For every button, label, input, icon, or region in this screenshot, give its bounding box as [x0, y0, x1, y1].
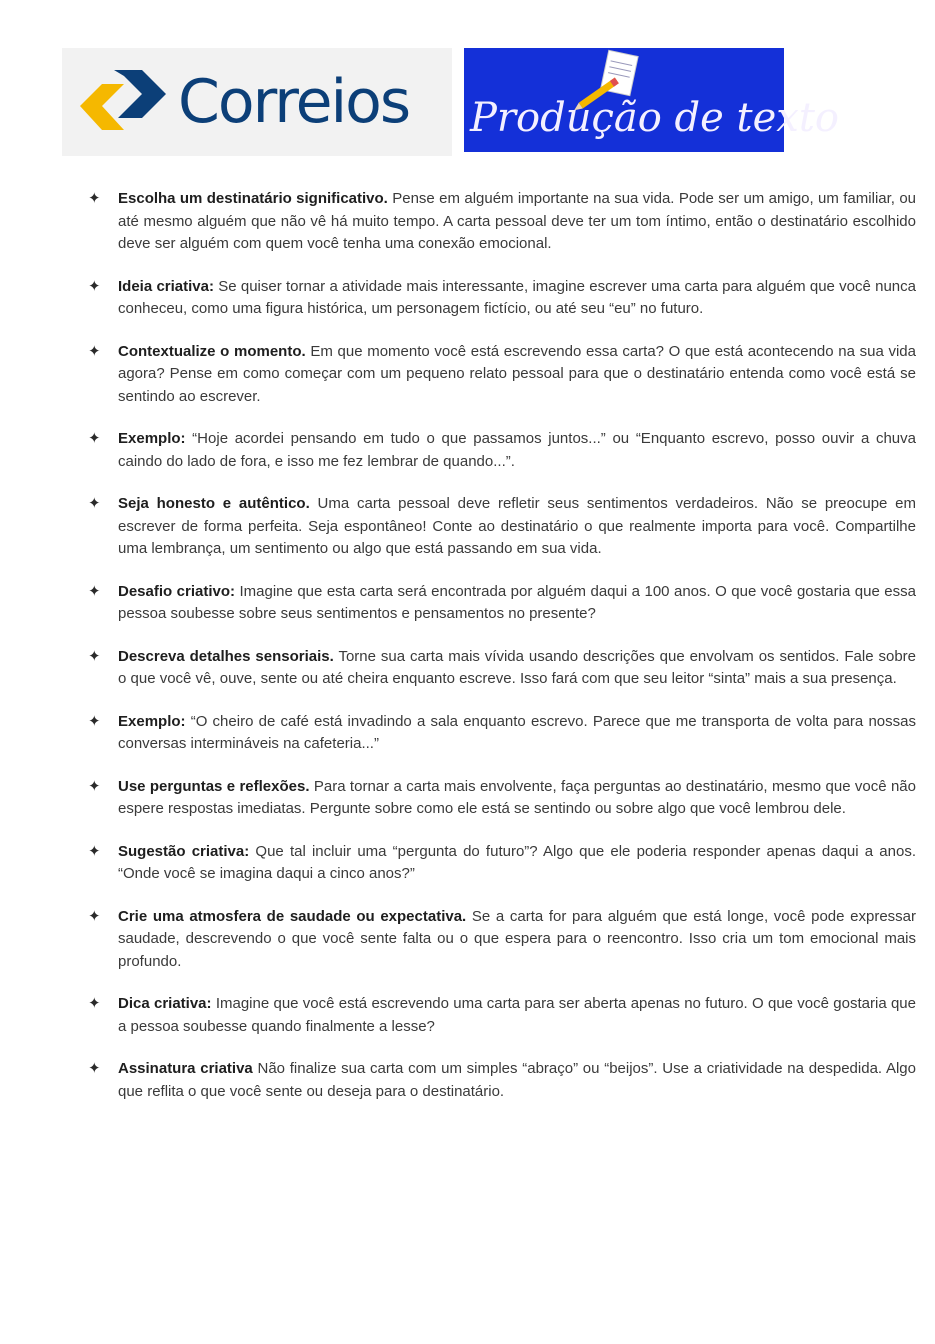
list-item-body: Para tornar a carta mais envolvente, faça perguntas ao destinatário, mesmo que você não espere respostas imediatas. Pergunte sobre como ele está se sentindo ou sobre algo que você lembrou dele.	[118, 777, 916, 817]
list-item-text	[118, 906, 916, 974]
list-item-title: Exemplo:	[118, 430, 186, 447]
list-item-text	[118, 646, 916, 691]
list-item	[86, 841, 916, 886]
list-item-body: Pense em alguém importante na sua vida. Pode ser um amigo, um familiar, ou até mesmo alguém que não vê há muito tempo. A carta pessoal deve ter um tom íntimo, então o destinatário escolhido deve ser alguém com quem você tenha uma conexão emocional.	[118, 190, 917, 252]
producao-de-texto-logo	[464, 48, 839, 152]
list-item	[86, 1058, 916, 1103]
list-item-body: Uma carta pessoal deve refletir seus sentimentos verdadeiros. Não se preocupe em escrever de forma perfeita. Seja espontâneo! Conte ao destinatário o que realmente importa para você. Compartilhe uma lembrança, um sentimento ou algo que está passando em sua vida.	[118, 495, 917, 557]
list-item-body: Se a carta for para alguém que está longe, você pode expressar saudade, descrevendo o que você sente falta ou o que espera para o reencontro. Isso cria um tom emocional mais profundo.	[118, 907, 916, 970]
correios-wordmark: Correios	[178, 67, 410, 137]
list-item-body: Imagine que você está escrevendo uma carta para ser aberta apenas no futuro. O que você gostaria que a pessoa soubesse quando finalmente a lesse?	[118, 995, 916, 1035]
list-item	[86, 276, 916, 321]
star-bullet-icon: ✦	[88, 842, 101, 860]
list-item-title: Descreva detalhes sensoriais.	[118, 647, 334, 665]
list-item-text	[118, 776, 916, 821]
star-bullet-icon: ✦	[88, 190, 101, 207]
list-item-text	[118, 276, 916, 321]
star-bullet-icon: ✦	[88, 582, 101, 600]
list-item	[86, 776, 916, 821]
correios-logo	[62, 48, 452, 156]
list-item-body: “O cheiro de café está invadindo a sala enquanto escrevo. Parece que me transporta de volta para nossas conversas intermináveis na cafeteria...”	[118, 712, 916, 752]
list-item-title: Escolha um destinatário significativo.	[118, 190, 388, 207]
star-bullet-icon: ✦	[88, 1060, 101, 1077]
star-bullet-icon: ✦	[88, 712, 101, 730]
list-item-body: Se quiser tornar a atividade mais interessante, imagine escrever uma carta para alguém que você nunca conheceu, como uma figura histórica, um personagem fictício, ou até seu “eu” no futuro.	[118, 277, 916, 317]
producao-de-texto-title: Produção de texto	[470, 95, 839, 141]
star-bullet-icon: ✦	[88, 995, 101, 1012]
list-item	[86, 493, 916, 561]
star-bullet-icon: ✦	[88, 647, 101, 665]
list-item-title: Crie uma atmosfera de saudade ou expectativa.	[118, 907, 467, 925]
list-item-body: Torne sua carta mais vívida usando descrições que envolvam os sentidos. Fale sobre o que você vê, ouve, sente ou até cheira enquanto escreve. Isso fará com que seu leitor “sinta” mais a sua presença.	[118, 647, 917, 687]
list-item-title: Exemplo:	[118, 712, 186, 730]
list-item-body: Não finalize sua carta com um simples “abraço” ou “beijos”. Use a criatividade na despedida. Algo que reflita o que você sente ou deseja para o destinatário.	[118, 1060, 916, 1100]
list-item-title: Seja honesto e autêntico.	[118, 495, 310, 512]
list-item-text	[118, 493, 916, 561]
list-item	[86, 993, 916, 1038]
list-item-text	[118, 841, 916, 886]
star-bullet-icon: ✦	[88, 495, 101, 512]
list-item	[86, 906, 916, 974]
list-item-body: Que tal incluir uma “pergunta do futuro”? Algo que ele poderia responder apenas daqui a anos. “Onde você se imagina daqui a cinco anos?”	[118, 842, 917, 882]
list-item	[86, 341, 916, 409]
list-item-text	[118, 188, 916, 256]
correios-arrows-icon	[72, 62, 172, 142]
list-item-text	[118, 1058, 916, 1103]
tips-list	[86, 188, 916, 1103]
list-item	[86, 646, 916, 691]
list-item-title: Use perguntas e reflexões.	[118, 777, 310, 795]
list-item-text	[118, 581, 916, 626]
list-item	[86, 581, 916, 626]
list-item-title: Contextualize o momento.	[118, 342, 306, 360]
list-item-title: Assinatura criativa	[118, 1060, 253, 1077]
list-item-text	[118, 428, 916, 473]
list-item-body: Em que momento você está escrevendo essa carta? O que está acontecendo na sua vida agora? Pense em como começar com um pequeno relato pessoal para que o destinatário entenda como você está se sentindo ao escrever.	[118, 342, 916, 405]
list-item-body: “Hoje acordei pensando em tudo o que passamos juntos...” ou “Enquanto escrevo, posso ouvir a chuva caindo do lado de fora, e isso me fez lembrar de quando...”.	[118, 430, 916, 470]
star-bullet-icon: ✦	[88, 777, 101, 795]
list-item	[86, 428, 916, 473]
list-item-text	[118, 711, 916, 756]
list-item-title: Desafio criativo:	[118, 582, 236, 600]
list-item-title: Sugestão criativa:	[118, 842, 250, 860]
star-bullet-icon: ✦	[88, 277, 101, 295]
list-item	[86, 188, 916, 256]
list-item-body: Imagine que esta carta será encontrada por alguém daqui a 100 anos. O que você gostaria que essa pessoa soubesse sobre seus sentimentos e pensamentos no presente?	[118, 582, 916, 622]
list-item-title: Dica criativa:	[118, 995, 212, 1012]
list-item-text	[118, 341, 916, 409]
header	[62, 48, 839, 158]
list-item-text	[118, 993, 916, 1038]
list-item-title: Ideia criativa:	[118, 277, 214, 295]
list-item	[86, 711, 916, 756]
star-bullet-icon: ✦	[88, 342, 101, 360]
star-bullet-icon: ✦	[88, 907, 101, 925]
star-bullet-icon: ✦	[88, 430, 101, 447]
